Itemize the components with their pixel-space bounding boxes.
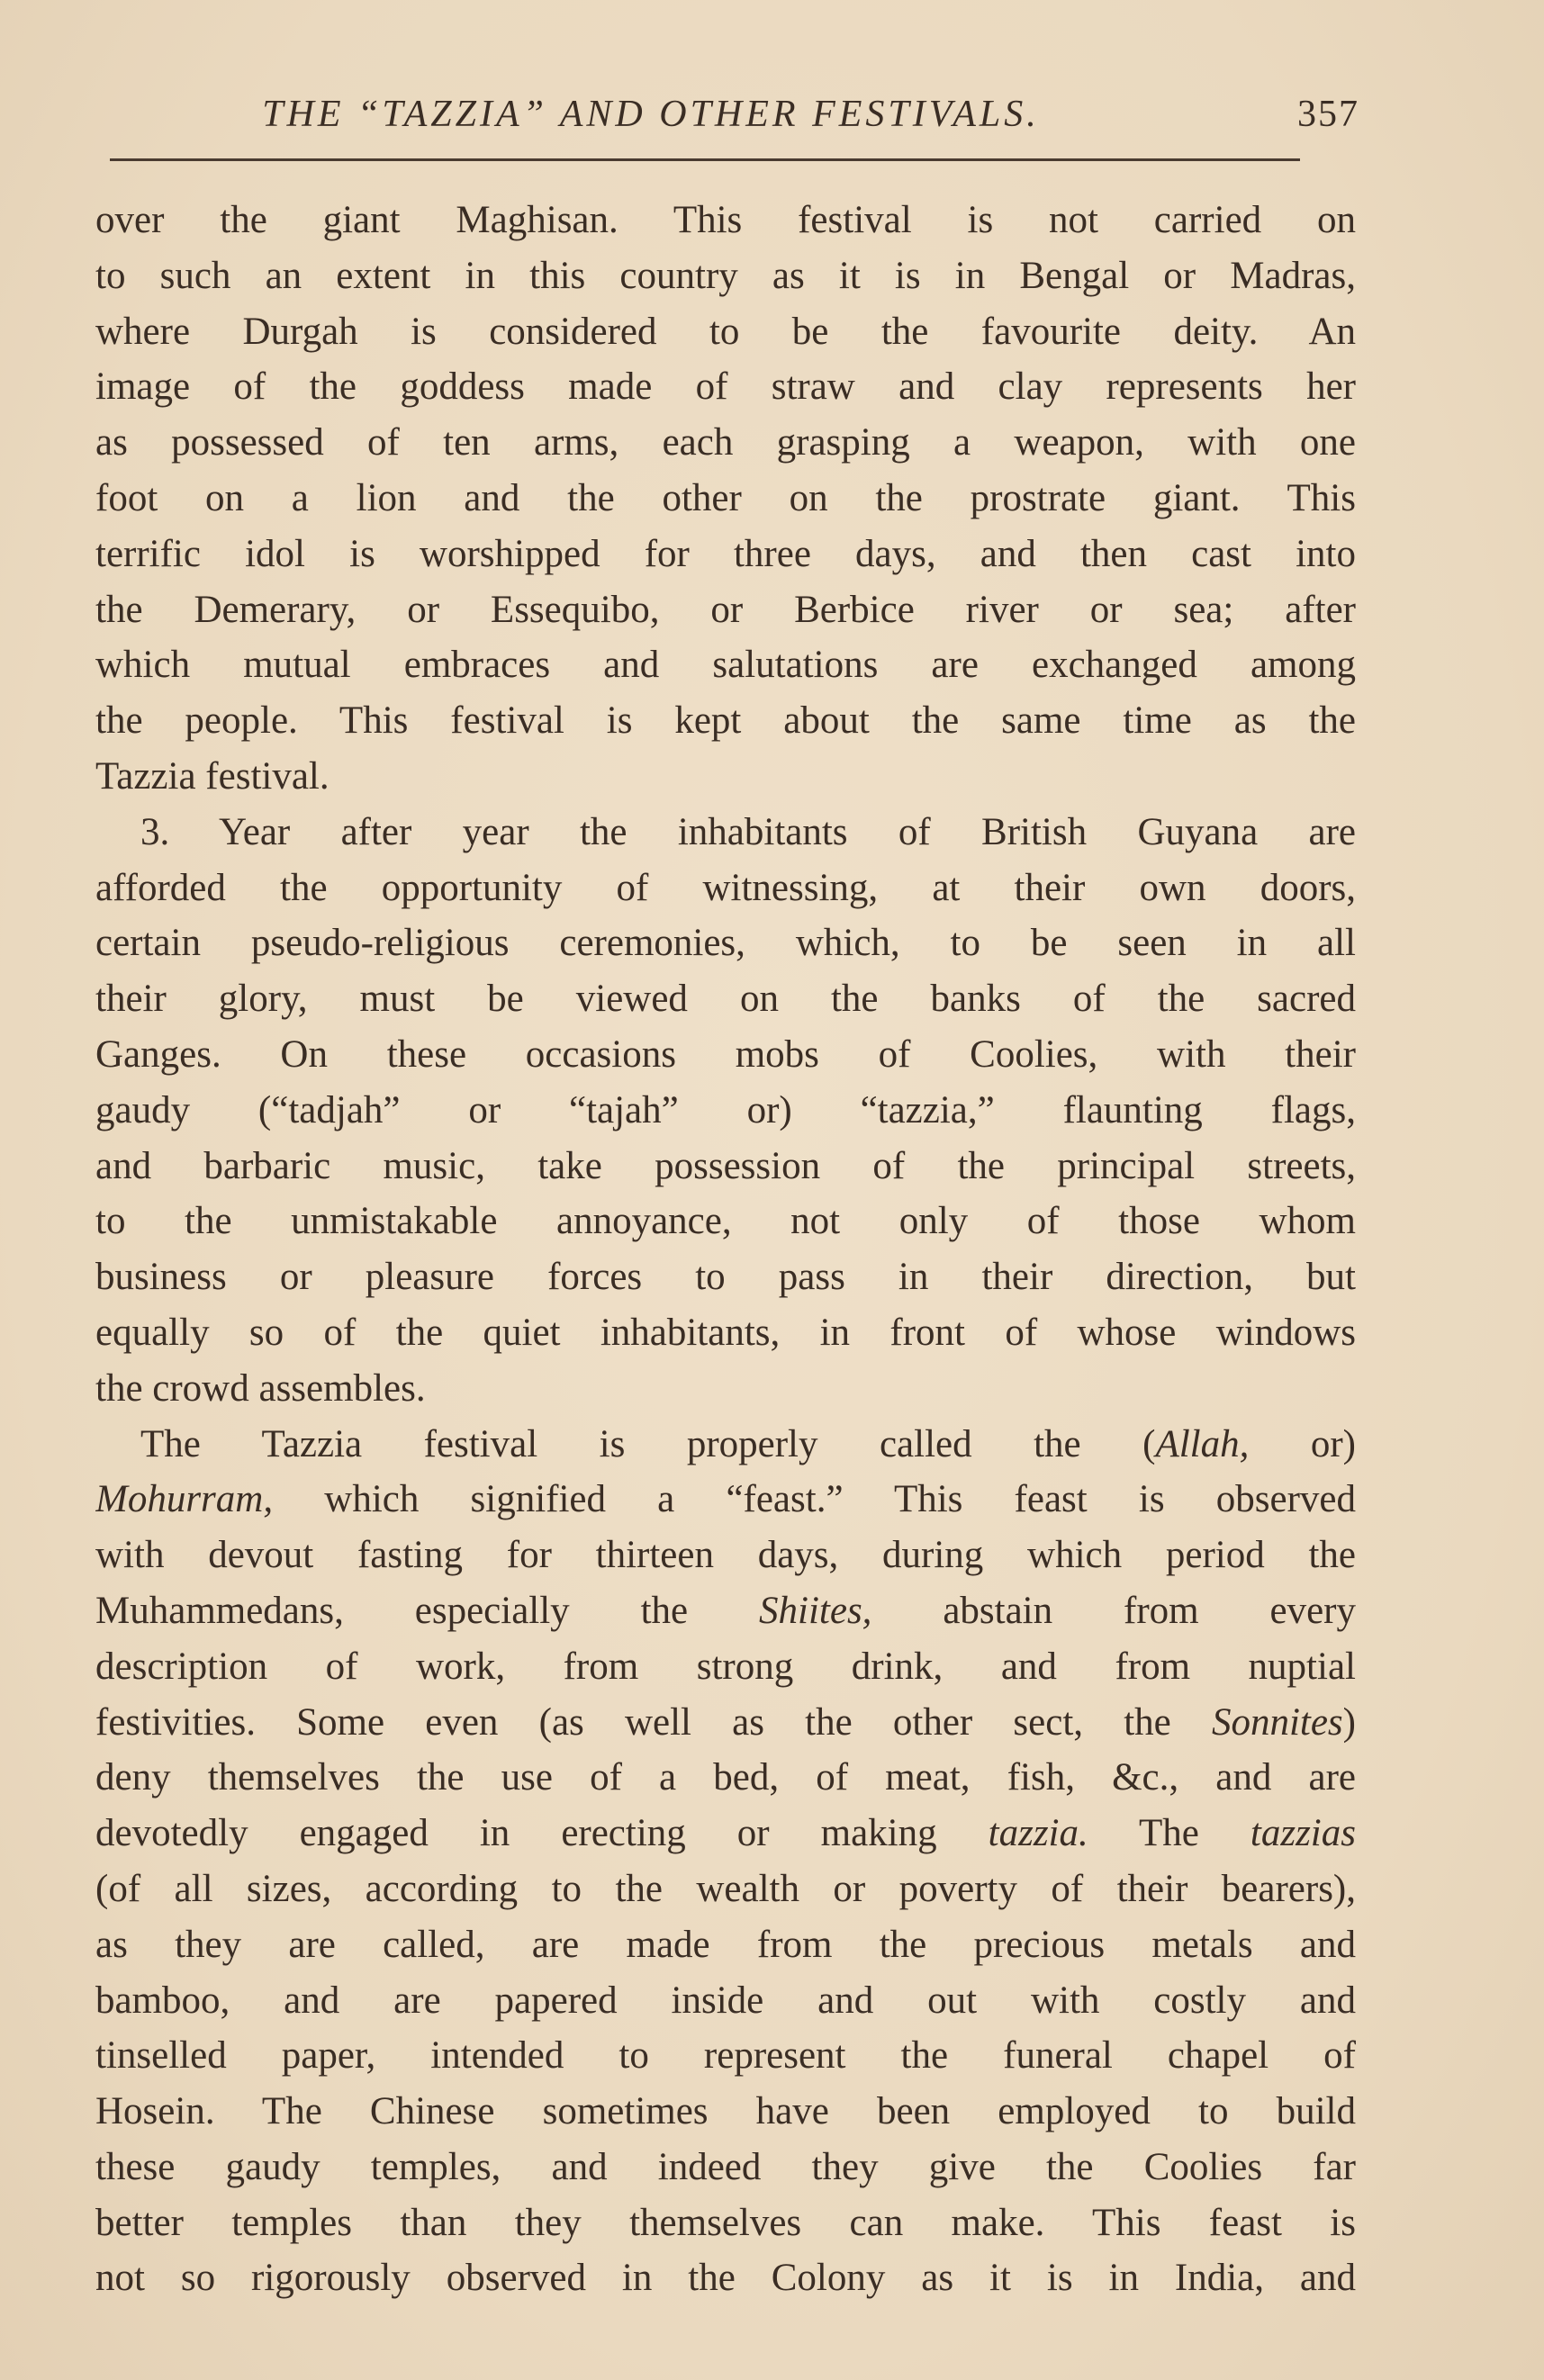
text-line: gaudy (“tadjah” or “tajah” or) “tazzia,” flaunting flags, [95,1088,1356,1131]
text-line: not so rigorously observed in the Colony as it is in India, and [95,2257,1356,2300]
paragraph-start: 3. Year after year the inhabitants of British Guyana are [140,810,1356,853]
text-line: the Demerary, or Essequibo, or Berbice river or sea; after [95,588,1356,631]
text-line: deny themselves the use of a bed, of meat, fish, &c., and are [95,1756,1356,1799]
text-line: better temples than they themselves can make. This feast is [95,2201,1356,2244]
text-line: and barbaric music, take possession of the principal streets, [95,1144,1356,1187]
text-line: which mutual embraces and salutations are exchanged among [95,644,1356,687]
text-line: as possessed of ten arms, each grasping a weapon, with one [95,421,1356,464]
text-line: the people. This festival is kept about the same time as the [95,699,1356,743]
text-line: these gaudy temples, and indeed they give the Coolies far [95,2145,1356,2188]
paragraph-start: The Tazzia festival is properly called the (Allah, or) [140,1422,1356,1465]
page-number: 357 [1297,94,1359,135]
text-line: afforded the opportunity of witnessing, at their own doors, [95,866,1356,909]
running-title: THE “TAZZIA” AND OTHER FESTIVALS. [262,94,1040,135]
text-line: over the giant Maghisan. This festival is not carried on [95,199,1356,241]
body-text [95,193,1356,2306]
text-line: bamboo, and are papered inside and out with costly and [95,1979,1356,2022]
text-line: Muhammedans, especially the Shiites, abstain from every [95,1589,1356,1632]
text-line: equally so of the quiet inhabitants, in front of whose windows [95,1311,1356,1354]
text-line: Hosein. The Chinese sometimes have been employed to build [95,2090,1356,2133]
text-line: the crowd assembles. [95,1366,426,1410]
text-line: tinselled paper, intended to represent the funeral chapel of [95,2034,1356,2078]
page-header [97,83,1359,146]
text-line: devotedly engaged in erecting or making tazzia. The tazzias [95,1812,1356,1855]
text-line: to such an extent in this country as it is in Bengal or Madras, [95,254,1356,297]
text-line: foot on a lion and the other on the prostrate giant. This [95,476,1356,519]
text-line: business or pleasure forces to pass in their direction, but [95,1256,1356,1299]
text-line: with devout fasting for thirteen days, during which period the [95,1534,1356,1577]
text-line: Ganges. On these occasions mobs of Coolies, with their [95,1032,1356,1076]
text-line: certain pseudo-religious ceremonies, which, to be seen in all [95,922,1356,965]
text-line: festivities. Some even (as well as the other sect, the Sonnites) [95,1700,1356,1744]
header-rule [110,158,1300,161]
text-line: to the unmistakable annoyance, not only of those whom [95,1200,1356,1243]
text-line: Mohurram, which signified a “feast.” This feast is observed [95,1478,1356,1521]
text-line: image of the goddess made of straw and clay represents her [95,365,1356,409]
text-line: Tazzia festival. [95,754,330,798]
text-line: description of work, from strong drink, and from nuptial [95,1645,1356,1688]
text-line: (of all sizes, according to the wealth or poverty of their bearers), [95,1867,1356,1910]
text-line: their glory, must be viewed on the banks of the sacred [95,978,1356,1021]
text-line: terrific idol is worshipped for three days, and then cast into [95,532,1356,575]
text-line: as they are called, are made from the precious metals and [95,1923,1356,1966]
text-line: where Durgah is considered to be the favourite deity. An [95,310,1356,353]
